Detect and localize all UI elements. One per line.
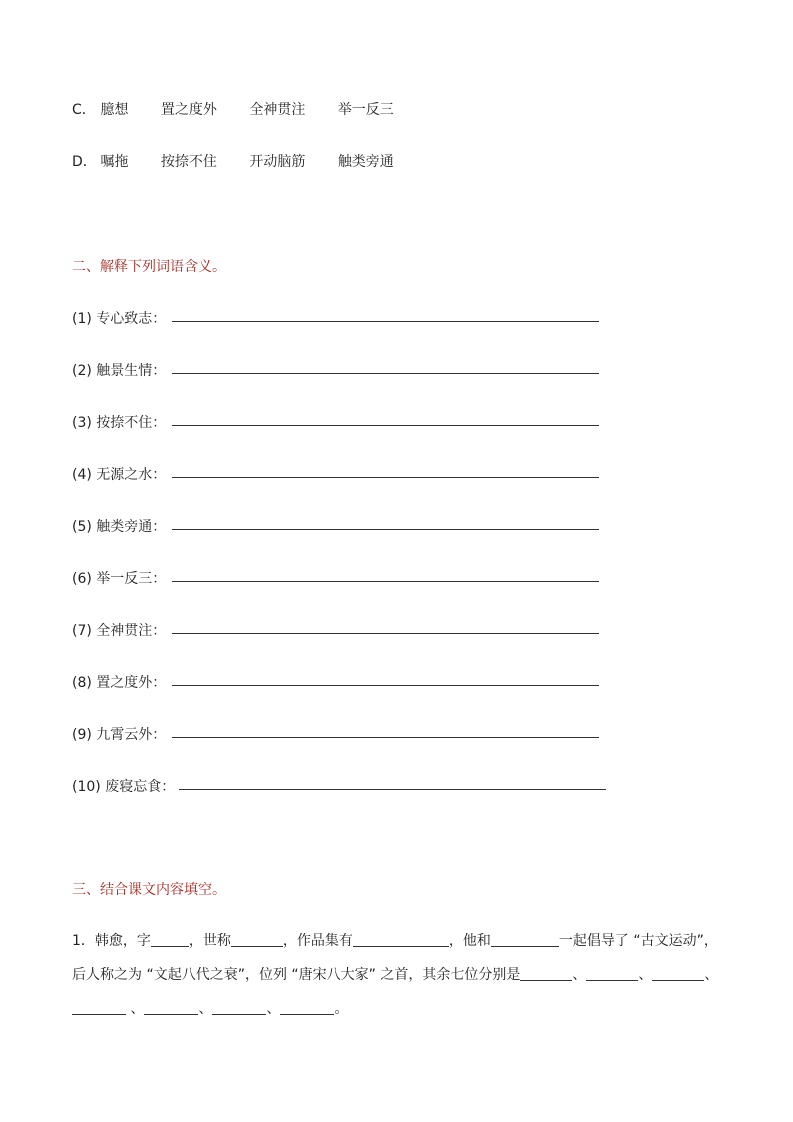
definition-item-6 [72,569,612,589]
item-number: (2) [72,363,92,379]
separator: 、 [198,1001,213,1017]
item-word: 按捺不住： [96,415,167,431]
answer-line[interactable] [172,581,599,582]
item-number: (6) [72,571,92,587]
blank-master-3[interactable] [652,966,704,981]
option-letter: C． [72,102,96,118]
item-word: 废寝忘食： [105,779,176,795]
option-word: 嘱拖 [100,154,129,170]
blank-master-6[interactable] [212,1000,266,1015]
option-word: 臆想 [100,102,129,118]
item-word: 无源之水： [96,467,167,483]
blank-partner[interactable] [491,932,559,947]
separator: 、 [572,967,587,983]
question-number: 1． [72,933,95,949]
question-text: ，作品集有 [282,933,353,949]
definition-item-2 [72,361,612,381]
period: 。 [334,1001,349,1017]
fill-in-question-1 [72,924,732,1026]
answer-line[interactable] [172,737,599,738]
definition-item-10 [72,777,612,797]
definition-item-4 [72,465,612,485]
question-text: 韩愈，字 [94,933,151,949]
answer-line[interactable] [172,321,599,322]
answer-line[interactable] [172,425,599,426]
answer-line[interactable] [179,789,606,790]
blank-master-2[interactable] [586,966,638,981]
separator: 、 [704,967,719,983]
option-d [72,152,422,172]
option-word: 置之度外 [160,102,217,118]
question-text: 后人称之为 “文起八代之衰”，位列 “唐宋八大家” 之首，其余七位分别是 [72,967,521,983]
definition-item-3 [72,413,612,433]
item-word: 全神贯注： [96,623,167,639]
item-word: 置之度外： [96,675,167,691]
answer-line[interactable] [172,633,599,634]
answer-line[interactable] [172,477,599,478]
option-word: 开动脑筋 [249,154,306,170]
blank-master-5[interactable] [144,1000,198,1015]
blank-title[interactable] [231,932,283,947]
option-word: 举一反三 [337,102,394,118]
answer-line[interactable] [172,685,599,686]
option-word: 触类旁通 [337,154,394,170]
blank-master-1[interactable] [520,966,572,981]
option-word: 按捺不住 [160,154,217,170]
separator: 、 [638,967,653,983]
item-word: 九霄云外： [96,727,167,743]
blank-master-7[interactable] [280,1000,334,1015]
question-text: ，他和 [448,933,491,949]
item-word: 触景生情： [96,363,167,379]
definition-item-7 [72,621,612,641]
definition-item-9 [72,725,612,745]
item-number: (10) [72,779,101,795]
answer-line[interactable] [172,529,599,530]
item-number: (9) [72,727,92,743]
item-number: (5) [72,519,92,535]
definition-item-8 [72,673,612,693]
option-c [72,100,422,120]
question-text: ，世称 [188,933,231,949]
item-number: (3) [72,415,92,431]
option-letter: D． [72,154,97,170]
definition-item-5 [72,517,612,537]
section-title-3: 三、结合课文内容填空。 [72,882,226,898]
blank-collection[interactable] [353,932,449,947]
blank-master-4[interactable] [72,1000,126,1015]
item-number: (8) [72,675,92,691]
answer-line[interactable] [172,373,599,374]
item-number: (1) [72,311,92,327]
separator: 、 [266,1001,281,1017]
option-word: 全神贯注 [249,102,306,118]
item-number: (4) [72,467,92,483]
blank-courtesy-name[interactable] [151,932,189,947]
item-number: (7) [72,623,92,639]
item-word: 专心致志： [96,311,167,327]
separator: 、 [126,1001,145,1017]
item-word: 举一反三： [96,571,167,587]
section-title-2: 二、解释下列词语含义。 [72,259,226,275]
definition-item-1 [72,309,612,329]
item-word: 触类旁通： [96,519,167,535]
question-text: 一起倡导了 “古文运动”， [558,933,718,949]
